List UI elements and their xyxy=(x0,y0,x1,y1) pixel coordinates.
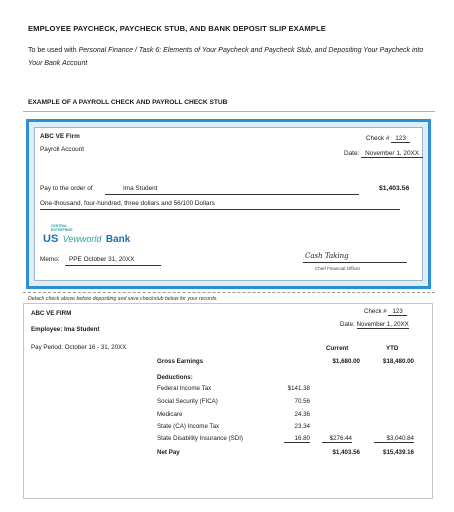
stub-date: November 1, 20XX xyxy=(356,321,409,328)
signer-title: Chief Financial Officer xyxy=(315,266,361,271)
gross-ytd: $18,480.00 xyxy=(383,358,414,365)
deduction-label: State (CA) Income Tax xyxy=(157,423,220,430)
payee-line xyxy=(105,194,359,195)
logo-bank: Bank xyxy=(105,234,131,245)
deduction-amount: 23.34 xyxy=(294,423,310,430)
bank-logo xyxy=(43,224,130,246)
gross-label: Gross Earnings xyxy=(157,358,204,365)
net-pay-label: Net Pay xyxy=(157,449,180,456)
total-deductions-current: $276.44 xyxy=(322,435,352,443)
stub-date-label: Date: xyxy=(340,321,355,328)
stub-employee-label: Employee: xyxy=(31,326,63,333)
intro-text xyxy=(28,45,438,70)
col-current-header: Current xyxy=(326,345,349,352)
check-date-label: Date: xyxy=(344,150,360,157)
memo-line xyxy=(65,265,161,266)
check-number: 123 xyxy=(391,135,410,143)
stub-employee: Ima Student xyxy=(64,326,100,333)
net-pay-current: $1,403.56 xyxy=(332,449,360,456)
pay-period-label: Pay Period: xyxy=(31,344,63,351)
amount-in-words: One-thousand, four-hundred, three dollars and 56/100 Dollars xyxy=(40,200,215,207)
logo-mid: Vewworld xyxy=(62,234,102,244)
deduction-label: State Disability Insurance (SDI) xyxy=(157,435,243,442)
signature-line xyxy=(303,262,407,263)
stub-check-number: 123 xyxy=(388,308,406,316)
intro-prefix: To be used with xyxy=(28,47,79,54)
payto-label: Pay to the order of xyxy=(40,185,93,192)
logo-line-1: CENTRAL xyxy=(51,224,68,228)
col-ytd-header: YTD xyxy=(386,345,399,352)
total-deductions-ytd: $3,040.84 xyxy=(374,435,414,443)
net-pay-ytd: $15,439.16 xyxy=(383,449,414,456)
logo-us: US xyxy=(43,233,59,245)
check-account: Payroll Account xyxy=(40,146,85,153)
intro-italic: Personal Finance / Task 6: Elements of Your Paycheck and Paycheck Stub, and Depositing Your Paycheck into Your Bank Account xyxy=(28,47,424,67)
detach-note: Detach check above before depositing and save checkstub below for your records. xyxy=(28,296,218,302)
signature: Cash Taking xyxy=(305,252,349,260)
amount-words-line xyxy=(40,209,400,210)
stub-firm: ABC VE FIRM xyxy=(31,310,72,317)
payroll-check xyxy=(26,119,431,289)
check-firm: ABC VE Firm xyxy=(40,133,80,140)
memo-label: Memo: xyxy=(40,256,60,263)
check-number-label: Check # xyxy=(366,135,390,142)
logo-line-2: ENTERPRISE xyxy=(51,228,73,232)
deduction-amount: 24.36 xyxy=(294,411,310,418)
check-stub xyxy=(23,303,433,499)
section-divider xyxy=(23,111,435,112)
deduction-amount: 70.56 xyxy=(294,398,310,405)
gross-current: $1,680.00 xyxy=(332,358,360,365)
deduction-label: Medicare xyxy=(157,411,183,418)
section-title: EXAMPLE OF A PAYROLL CHECK AND PAYROLL CHECK STUB xyxy=(28,99,228,106)
stub-check-label: Check # xyxy=(364,308,387,315)
check-amount: $1,403.56 xyxy=(379,185,410,192)
deduction-label: Social Security (FICA) xyxy=(157,398,218,405)
pay-period: October 16 - 31, 20XX xyxy=(64,344,127,351)
memo-value: PPE October 31, 20XX xyxy=(69,256,135,263)
deduction-amount: 16.80 xyxy=(284,435,310,443)
deduction-label: Federal Income Tax xyxy=(157,385,212,392)
deduction-amount: $141.38 xyxy=(287,385,310,392)
document-title: EMPLOYEE PAYCHECK, PAYCHECK STUB, AND BANK DEPOSIT SLIP EXAMPLE xyxy=(28,24,326,33)
payee-name: Ima Student xyxy=(123,185,158,192)
detach-line xyxy=(23,292,435,293)
check-body xyxy=(34,127,423,281)
check-date: November 1, 20XX xyxy=(361,150,423,158)
deductions-label: Deductions: xyxy=(157,374,193,381)
